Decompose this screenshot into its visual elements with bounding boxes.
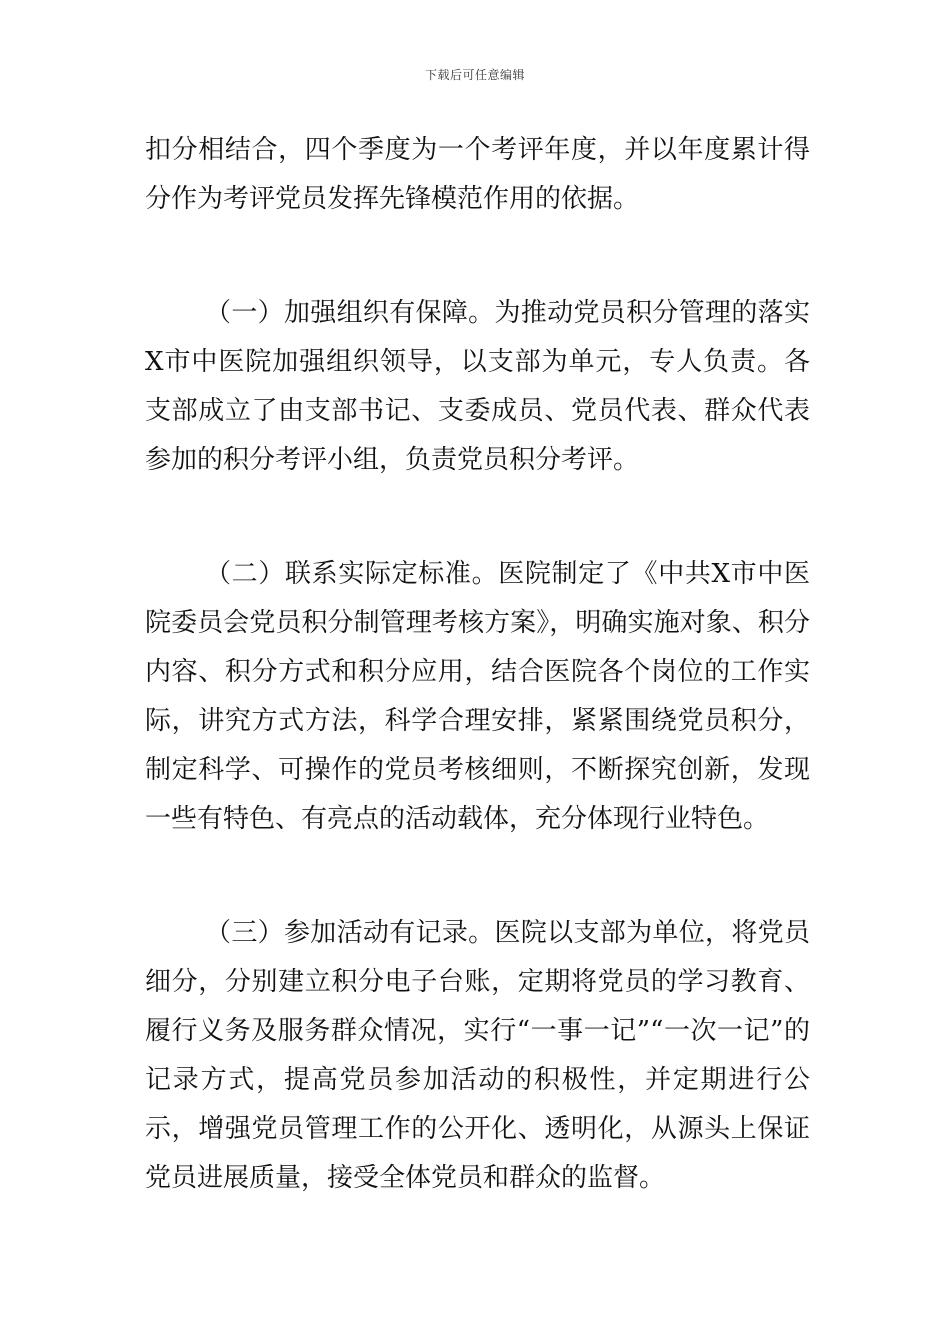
- paragraph-section-2: （二）联系实际定标准。医院制定了《中共X市中医院委员会党员积分制管理考核方案》，明确实施对象、积分内容、积分方式和积分应用，结合医院各个岗位的工作实际，讲究方式方法，科学合理安排，紧紧围绕党员积分，制定科学、可操作的党员考核细则，不断探究创新，发现一些有特色、有亮点的活动载体，充分体现行业特色。: [145, 559, 810, 834]
- page-header-note: 下载后可任意编辑: [424, 68, 525, 82]
- paragraph-section-3: （三）参加活动有记录。医院以支部为单位，将党员细分，分别建立积分电子台账，定期将党员的学习教育、履行义务及服务群众情况，实行“一事一记”“一次一记”的记录方式，提高党员参加活动的积极性，并定期进行公示，增强党员管理工作的公开化、透明化，从源头上保证党员进展质量，接受全体党员和群众的监督。: [145, 918, 810, 1193]
- document-body: [145, 126, 810, 1268]
- paragraph-section-1: （一）加强组织有保障。为推动党员积分管理的落实X市中医院加强组织领导，以支部为单元，专人负责。各支部成立了由支部书记、支委成员、党员代表、群众代表参加的积分考评小组，负责党员积分考评。: [145, 298, 810, 475]
- paragraph-continuation: 扣分相结合，四个季度为一个考评年度，并以年度累计得分作为考评党员发挥先锋模范作用的依据。: [145, 135, 810, 214]
